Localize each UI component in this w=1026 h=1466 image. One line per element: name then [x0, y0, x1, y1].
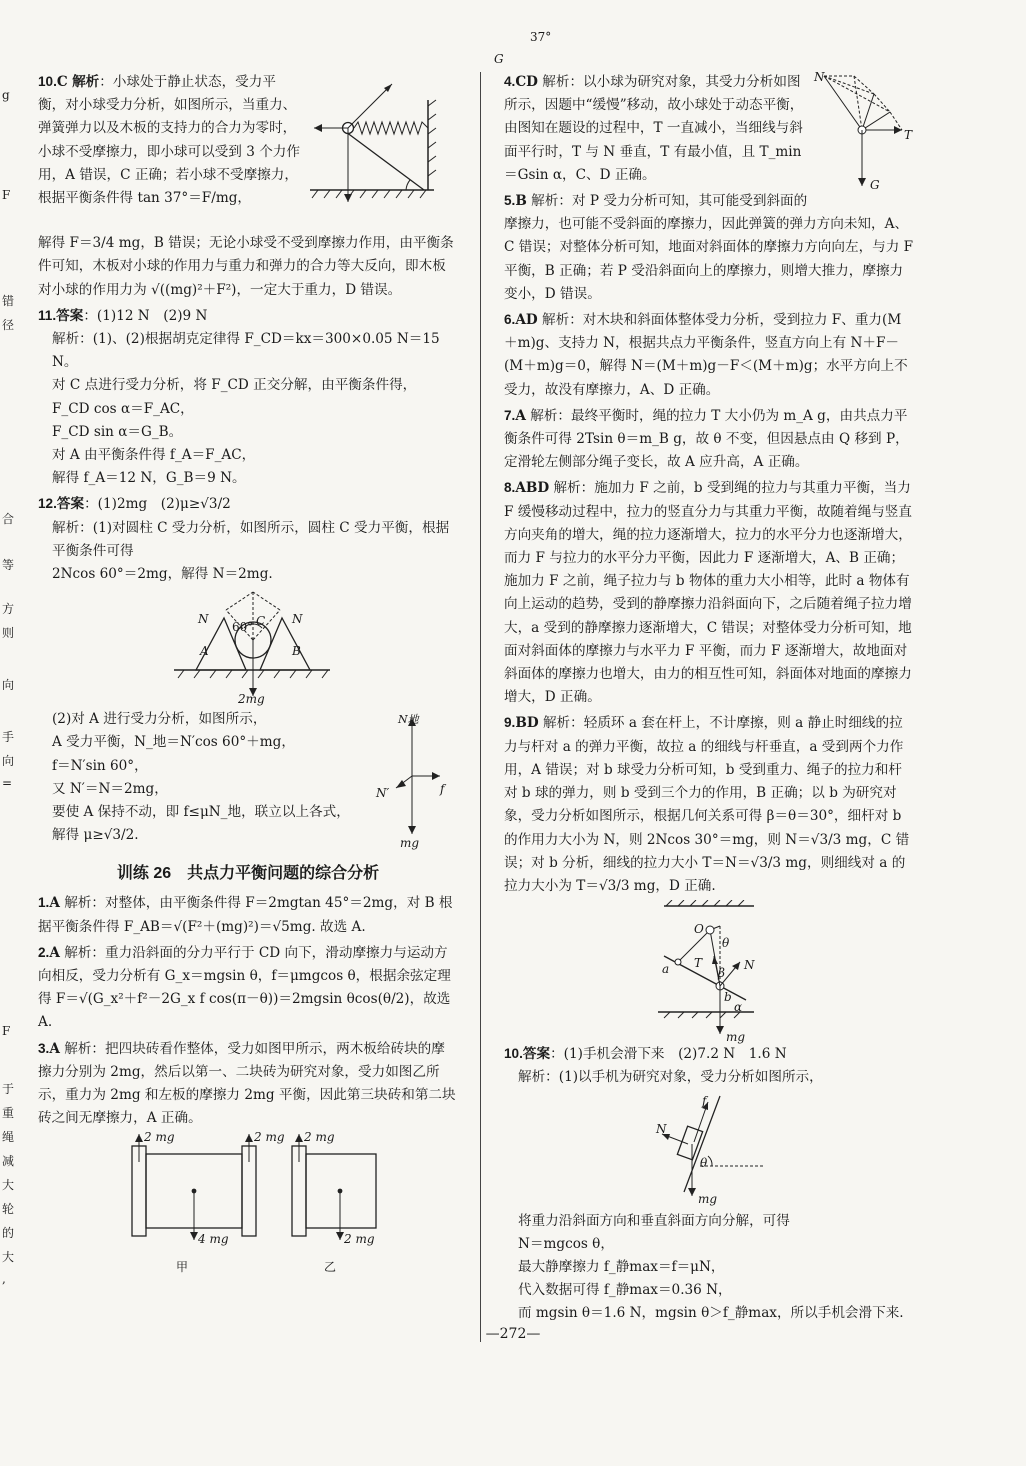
figure-dynamic-triangle	[814, 70, 914, 194]
analysis-line: N＝mgcos θ，	[518, 1235, 614, 1252]
analysis-line: A 受力平衡，N_地＝N′cos 60°＋mg，	[52, 734, 295, 751]
margin-char: 等	[2, 558, 15, 572]
caption-yi: 乙	[324, 1260, 337, 1275]
answer-choice: B	[515, 193, 527, 210]
fig-label-N-ground: N地	[398, 713, 419, 727]
analysis-text: 解析：施加力 F 之前，b 受到绳的拉力与其重力平衡，当力 F 缓慢移动过程中，拉力的竖直分力与其重力平衡，故随着绳与竖直方向夹角的增大，绳的拉力逐渐增大，拉力的水平分力也逐渐增大，而力 F 与拉力的水平分力平衡，因此力 F 逐渐增大，A、B 正确；施加力 F 之前，绳子拉力与 b 物体的重力大小相等，此时 a 物体有向上运动的趋势，受到的静摩擦力沿斜面向下，之后随着绳子拉力增大，a 受到的静摩擦力逐渐增大，C 错误；对整体受力分析可知，地面对斜面体的摩擦力与水平力 F 平衡，而力 F 逐渐增大，故地面对斜面体的摩擦力也增大，由力的相互性可知，斜面体对地面的摩擦力增大，D 正确。	[504, 480, 912, 706]
question-number: 9.	[504, 715, 516, 731]
fig-label-T: T	[694, 956, 703, 971]
analysis-line: 解析：(1)、(2)根据胡克定律得 F_CD＝kx＝300×0.05 N＝15 N。	[52, 331, 440, 371]
fig-label-f: f	[702, 1093, 707, 1108]
question-number: 6.	[504, 312, 516, 328]
answer-choice: ABD	[515, 480, 550, 497]
analysis-label: 解析	[72, 74, 100, 90]
analysis-continued: 解得 F＝3/4 mg，B 错误；无论小球受不受到摩擦力作用，由平衡条件可知，木板对小球的作用力与重力和弹力的合力等大反向，即木板对小球的作用力为 √((mg)²＋F²)，一定大于重力，D 错误。	[38, 235, 454, 298]
fig-label-theta: θ	[722, 936, 730, 951]
question-number: 10.	[38, 74, 57, 89]
page-number: —272—	[485, 1326, 541, 1342]
margin-char: 方	[2, 602, 15, 616]
answer-label: 答案	[522, 1046, 551, 1063]
fig-label-N: N	[744, 958, 755, 973]
figure-phone-on-incline	[654, 1092, 914, 1208]
answer-choice: A	[515, 407, 526, 424]
fig-label-mg: mg	[698, 1191, 718, 1206]
margin-char: 减	[2, 1154, 15, 1168]
question-r10	[504, 1042, 914, 1325]
analysis-text: 解析：轻质环 a 套在杆上，不计摩擦，则 a 静止时细线的拉力与杆对 a 的弹力平衡，故拉 a 的细线与杆垂直，a 受到两个力作用，A 错误；对 b 球受力分析可知，b 受到重力、绳子的拉力和杆对 b 球的弹力，则 b 受到三个力的作用，B 正确；以 b 为研究对象，受力分析如图所示，根据几何关系可得 β＝θ＝30°，细杆对 b 的作用力大小为 N，则 2Ncos 30°＝mg，则 N＝√3/3 mg，C 错误；对 b 分析，细线的拉力大小 T＝N＝√3/3 mg，则细线对 a 的拉力大小为 T＝√3/3 mg，D 正确.	[504, 715, 910, 894]
figure-bricks	[128, 1132, 458, 1278]
analysis-text: 解析：对木块和斜面体整体受力分析，受到拉力 F、重力(M＋m)g、支持力 N，根据共点力平衡条件，竖直方向上有 N＋F－(M＋m)g＝0，解得 N＝(M＋m)g－F＜(M＋m)g；水平方向上不受力，故没有摩擦力，A、D 正确。	[504, 312, 908, 398]
question-s1	[38, 891, 458, 938]
margin-char: 错	[2, 294, 15, 308]
analysis-line: 又 N′＝N＝2mg，	[52, 780, 168, 797]
analysis-text: 解析：对整体，由平衡条件得 F＝2mgtan 45°＝2mg，对 B 根据平衡条件得 F_AB＝√(F²＋(mg)²)＝√5mg. 故选 A.	[38, 895, 453, 935]
fig-label-N-left: N	[198, 612, 209, 627]
answer-text: ：(1)手机会滑下来 (2)7.2 N 1.6 N	[550, 1046, 787, 1063]
analysis-text: 解析：对 P 受力分析可知，其可能受到斜面的摩擦力，也可能不受斜面的摩擦力，因此弹簧的弹力方向未知，A、C 错误；对整体分析可知，地面对斜面体的摩擦力方向向左，与力 F 平衡，B 正确；若 P 受沿斜面向上的摩擦力，则增大推力，摩擦力变小，D 错误。	[504, 193, 914, 302]
margin-char: 合	[2, 512, 15, 526]
fig-label-B: B	[292, 644, 301, 659]
fig-label-a: a	[662, 962, 670, 977]
analysis-line: 将重力沿斜面方向和垂直斜面方向分解，可得	[518, 1212, 790, 1229]
fig-label-A: A	[200, 644, 209, 659]
analysis-text: 解析：重力沿斜面的分力平行于 CD 向下，滑动摩擦力与运动方向相反，受力分析有 G_x＝mgsin θ，f＝μmgcos θ，根据余弦定理得 F＝√(G_x²＋f²－2G_x f cos(π－θ))＝2mgsin θcos(θ/2)，故选 A.	[38, 944, 451, 1031]
question-s2	[38, 941, 458, 1035]
analysis-line: F_CD sin α＝G_B。	[52, 423, 183, 440]
fig-label-2mg: 2 mg	[304, 1130, 335, 1145]
question-number: 4.	[504, 74, 516, 89]
fig-label-2mg: 2 mg	[254, 1130, 285, 1145]
section-title: 训练 26 共点力平衡问题的综合分析	[116, 865, 380, 883]
analysis-text: 解析：以小球为研究对象，其受力分析如图所示，因题中“缓慢”移动，故小球处于动态平衡，由图知在题设的过程中，T 一直减小，当细线与斜面平行时，T 与 N 垂直，T 有最小值，且 T_min＝Gsin α，C、D 正确。	[504, 74, 804, 183]
fig-label-G: G	[870, 178, 880, 192]
answer-choice: A	[49, 895, 60, 912]
analysis-line: 要使 A 保持不动，即 f≤μN_地，联立以上各式，	[52, 804, 350, 821]
margin-char: 径	[2, 318, 15, 332]
answer-choice: C	[56, 74, 68, 90]
fig-label-N: N	[656, 1121, 667, 1136]
margin-char: ,	[2, 1272, 6, 1286]
margin-char: F	[2, 1024, 11, 1038]
question-number: 10.	[504, 1046, 523, 1062]
question-number: 11.	[38, 307, 57, 323]
answer-choice: A	[49, 1040, 60, 1057]
question-number: 12.	[38, 496, 57, 512]
analysis-line: 对 C 点进行受力分析，将 F_CD 正交分解，由平衡条件得，	[52, 377, 417, 394]
fig-label-mg: mg	[726, 1030, 746, 1045]
answer-text: ：(1)12 N (2)9 N	[83, 307, 208, 324]
column-divider	[480, 72, 481, 1342]
margin-char: 大	[2, 1178, 15, 1192]
answer-choice: CD	[515, 74, 538, 90]
answer-choice: BD	[515, 715, 539, 732]
fig-label-theta: θ	[700, 1155, 708, 1170]
fig-label-angle: 37°	[530, 30, 552, 44]
question-s3	[38, 1037, 458, 1279]
analysis-line: 2Ncos 60°＝2mg，解得 N＝2mg.	[52, 566, 273, 583]
answer-choice: AD	[515, 312, 538, 329]
figure-cylinder-on-blocks	[168, 588, 458, 706]
question-number: 8.	[504, 480, 516, 496]
question-12	[38, 492, 458, 852]
analysis-text: 解析：把四块砖看作整体，受力如图甲所示，两木板给砖块的摩擦力分别为 2mg，然后以第一、二块砖为研究对象，受力如图乙所示，重力为 2mg 和左板的摩擦力 2mg 平衡，因此第三块砖和第二块砖之间无摩擦力，A 正确。	[38, 1040, 456, 1127]
margin-char: 重	[2, 1106, 15, 1120]
fig-label-mg: mg	[400, 836, 420, 851]
fig-label-f: f	[440, 782, 445, 797]
question-r4	[504, 70, 914, 192]
fig-label-2mg: 2mg	[238, 692, 265, 707]
margin-char: =	[2, 776, 13, 790]
analysis-text: 解析：最终平衡时，绳的拉力 T 大小仍为 m_A g，由共点力平衡条件可得 2Tsin θ＝m_B g，故 θ 不变，但因悬点由 Q 移到 P，定滑轮左侧部分绳子变长，故 A 应升高，A 正确。	[504, 407, 909, 471]
analysis-line: F_CD cos α＝F_AC，	[52, 400, 194, 417]
analysis-line: 解析：(1)对圆柱 C 受力分析，如图所示，圆柱 C 受力平衡，根据平衡条件可得	[52, 519, 450, 559]
analysis-line: 而 mgsin θ＝1.6 N，mgsin θ＞f_静max，所以手机会滑下来.	[518, 1305, 904, 1322]
margin-char: F	[2, 188, 11, 202]
fig-label-T: T	[904, 128, 913, 142]
analysis-text: ：小球处于静止状态，受力平衡，对小球受力分析，如图所示，当重力、弹簧弹力以及木板的支持力的合力为零时，小球不受摩擦力，即小球可以受到 3 个力作用，A 错误，C 正确；若小球不受摩擦力，根据平衡条件得 tan 37°＝F/mg，	[38, 74, 300, 207]
answer-label: 答案	[56, 496, 85, 513]
fig-label-alpha: α	[734, 1000, 743, 1015]
margin-char: 则	[2, 626, 15, 640]
margin-char: g	[2, 88, 10, 102]
analysis-line: 对 A 由平衡条件得 f_A＝F_AC，	[52, 447, 256, 464]
margin-char: 手	[2, 730, 15, 744]
analysis-line: 代入数据可得 f_静max＝0.36 N，	[518, 1282, 732, 1299]
fig-label-G: G	[494, 52, 504, 66]
right-column	[504, 70, 914, 1328]
margin-char: 于	[2, 1082, 15, 1096]
answer-text: ：(1)2mg (2)μ≥√3/2	[84, 496, 231, 513]
fig-label-2mg: 2 mg	[344, 1232, 375, 1247]
fig-label-N: N	[814, 70, 825, 84]
analysis-line: 最大静摩擦力 f_静max＝f＝μN，	[518, 1258, 725, 1275]
margin-char: 的	[2, 1226, 15, 1240]
margin-char: 大	[2, 1250, 15, 1264]
question-number: 2.	[38, 944, 50, 960]
analysis-line: (2)对 A 进行受力分析，如图所示，	[52, 711, 267, 728]
question-number: 7.	[504, 407, 516, 423]
fig-label-C: C	[256, 614, 266, 629]
question-number: 3.	[38, 1040, 50, 1056]
margin-char: 向	[2, 678, 15, 692]
analysis-line: 解析：(1)以手机为研究对象，受力分析如图所示，	[518, 1069, 823, 1086]
question-r5	[504, 189, 914, 306]
question-r9	[504, 711, 914, 1045]
fig-label-2mg: 2 mg	[144, 1130, 175, 1145]
answer-choice: A	[49, 944, 60, 961]
question-11	[38, 304, 458, 491]
margin-char: 轮	[2, 1202, 15, 1216]
fig-label-angle: 60°	[232, 620, 254, 635]
analysis-line: f＝N′sin 60°，	[52, 757, 148, 774]
analysis-line: 解得 μ≥√3/2.	[52, 827, 139, 844]
caption-jia: 甲	[176, 1260, 189, 1275]
question-r7	[504, 404, 914, 475]
figure-block-A-forces	[376, 708, 450, 851]
analysis-line: 解得 f_A＝12 N，G_B＝9 N。	[52, 470, 246, 487]
fig-label-N-right: N	[292, 612, 303, 627]
margin-char: 绳	[2, 1130, 15, 1144]
fig-label-beta: β	[718, 966, 725, 981]
fig-label-O: O	[694, 922, 704, 937]
question-r6	[504, 308, 914, 402]
left-margin-strip	[0, 60, 22, 1360]
question-number: 1.	[38, 895, 50, 911]
margin-char: 向	[2, 754, 15, 768]
question-r8	[504, 476, 914, 709]
question-number: 5.	[504, 193, 516, 209]
fig-label-N-prime: N′	[376, 786, 390, 801]
answer-label: 答案	[56, 307, 84, 324]
figure-ring-rod	[654, 900, 914, 1045]
fig-label-b: b	[724, 990, 732, 1005]
fig-label-4mg: 4 mg	[198, 1232, 229, 1247]
